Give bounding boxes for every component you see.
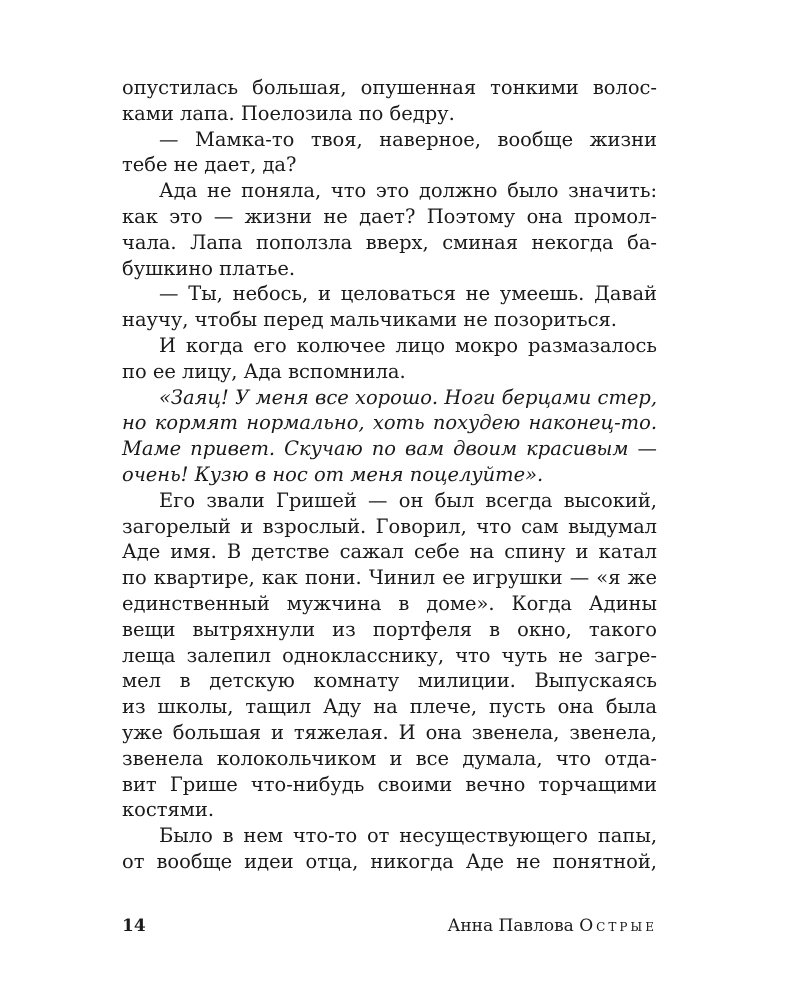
text-line: по ее лицу, Ада вспомнила. xyxy=(122,359,406,383)
text-line: Было в нем что-то от несуществующего папы, xyxy=(159,824,657,848)
text-line: — Ты, небось, и целоваться не умеешь. Давай xyxy=(159,282,657,306)
text-line: бушкино платье. xyxy=(122,256,296,280)
text-line: Маме привет. Скучаю по вам двоим красивым — xyxy=(122,437,657,461)
text-line: — Мамка-то твоя, наверное, вообще жизни xyxy=(159,127,657,151)
book-title: Острые xyxy=(579,916,657,936)
running-head xyxy=(447,916,657,936)
text-line: Его звали Гришей — он был всегда высокий, xyxy=(159,488,657,512)
text-line: звенела колокольчиком и все думала, что отда- xyxy=(122,746,657,770)
text-line: но кормят нормально, хоть похудею наконец-то. xyxy=(122,411,657,435)
text-line: И когда его колючее лицо мокро размазалось xyxy=(159,333,657,357)
text-line: по квартире, как пони. Чинил ее игрушки — «я же xyxy=(122,566,657,590)
text-line: от вообще идеи отца, никогда Аде не понятной, xyxy=(122,849,657,873)
text-line: чала. Лапа поползла вверх, сминая некогда ба- xyxy=(122,230,657,254)
text-line: вещи вытряхнули из портфеля в окно, такого xyxy=(122,617,657,641)
text-line: «Заяц! У меня все хорошо. Ноги берцами стер, xyxy=(159,385,657,409)
text-line: загорелый и взрослый. Говорил, что сам выдумал xyxy=(122,514,657,538)
text-line: тебе не дает, да? xyxy=(122,153,297,177)
text-line: Ада не поняла, что это должно было значить: xyxy=(159,179,657,203)
page-number: 14 xyxy=(122,916,146,936)
text-line: как это — жизни не дает? Поэтому она промол- xyxy=(122,204,657,228)
text-line: Аде имя. В детстве сажал себе на спину и катал xyxy=(122,540,657,564)
text-line: уже большая и тяжелая. И она звенела, звенела, xyxy=(122,720,657,744)
text-line: вит Грише что-нибудь своими вечно торчащими xyxy=(122,772,657,796)
text-line: ками лапа. Поелозила по бедру. xyxy=(122,101,455,125)
text-line: научу, чтобы перед мальчиками не позориться. xyxy=(122,308,617,332)
text-line: леща залепил однокласснику, что чуть не загре- xyxy=(122,643,657,667)
text-line: очень! Кузю в нос от меня поцелуйте». xyxy=(122,462,544,486)
text-line: мел в детскую комнату милиции. Выпускаясь xyxy=(122,669,657,693)
body-text xyxy=(122,75,657,875)
author-name: Анна Павлова xyxy=(447,916,574,936)
text-line: единственный мужчина в доме». Когда Адины xyxy=(122,591,657,615)
text-line: костями. xyxy=(122,798,215,822)
text-line: опустилась большая, опушенная тонкими волос- xyxy=(122,76,657,99)
text-line: из школы, тащил Аду на плече, пусть она была xyxy=(122,695,657,719)
page-footer xyxy=(122,916,657,942)
